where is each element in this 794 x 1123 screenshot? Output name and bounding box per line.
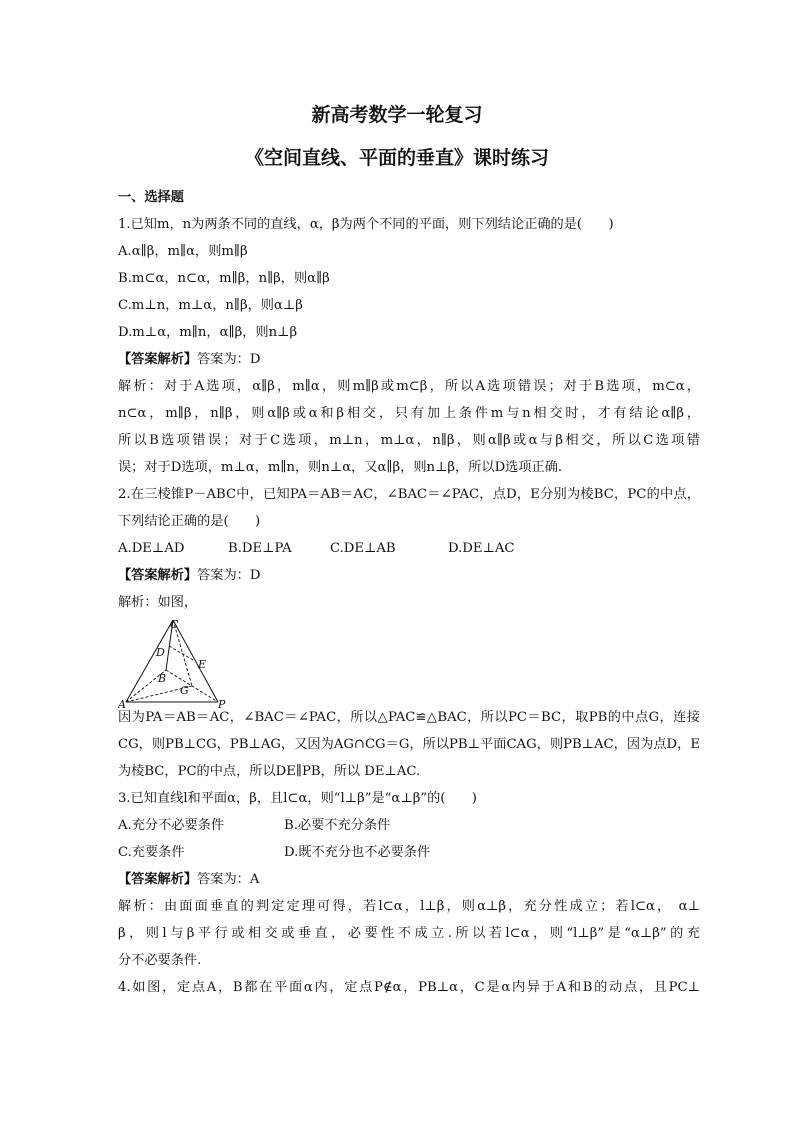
document-body — [118, 184, 700, 1001]
question-1 — [118, 211, 700, 481]
label-e: E — [198, 658, 207, 671]
analysis-line: 分不必要条件. — [118, 953, 202, 968]
question-stem: 2.在三棱锥P－ABC中，已知PA＝AB＝AC，∠BAC＝∠PAC，点D，E分别为棱BC，PC的中点， — [118, 487, 700, 502]
section-heading: 一、选择题 — [118, 190, 184, 205]
option-a: A.充分不必要条件 — [118, 818, 225, 833]
option-c: C.DE⊥AB — [330, 541, 396, 556]
answer-line — [118, 866, 700, 893]
options-row — [118, 535, 700, 562]
analysis-line: 解析：对于A选项，α∥β，m∥α，则m∥β或m⊂β，所以A选项错误；对于B选项，m⊂α， — [118, 379, 700, 394]
option-a: A.DE⊥AD — [118, 541, 185, 556]
label-g: G — [180, 684, 189, 697]
option-b: B.m⊂α，n⊂α，m∥β，n∥β，则α∥β — [118, 271, 330, 286]
answer-line — [118, 562, 700, 589]
answer-text: 答案为：A — [197, 872, 260, 887]
option-a: A.α∥β，m∥α，则m∥β — [118, 244, 248, 259]
answer-line — [118, 346, 700, 373]
page-subtitle: 《空间直线、平面的垂直》课时练习 — [244, 147, 549, 169]
options-row — [118, 839, 700, 866]
edge-ca — [126, 620, 173, 702]
analysis-line: β，则l与β平行或相交或垂直，必要性不成立.所以若l⊂α，则“l⊥β”是“α⊥β”的充 — [118, 926, 700, 941]
option-d: D.既不充分也不必要条件 — [284, 845, 431, 860]
analysis-line: 因为PA＝AB＝AC，∠BAC＝∠PAC，所以△PAC≌△BAC，所以PC＝BC，取PB的中点G，连接 — [118, 710, 700, 725]
answer-text: 答案为：D — [197, 352, 261, 367]
label-d: D — [156, 646, 165, 659]
label-a: A — [118, 698, 126, 708]
options-row — [118, 812, 700, 839]
tetrahedron-figure — [118, 616, 700, 708]
answer-tag: 【答案解析】 — [118, 568, 198, 583]
option-c: C.m⊥n，m⊥α，n∥β，则α⊥β — [118, 298, 303, 313]
question-stem: 1.已知m，n为两条不同的直线，α，β为两个不同的平面，则下列结论正确的是( ) — [118, 217, 614, 232]
answer-text: 答案为：D — [197, 568, 261, 583]
label-b: B — [158, 672, 167, 685]
analysis-line: n⊂α，m∥β，n∥β，则α∥β或α和β相交，只有加上条件m与n相交时，才有结论α∥β， — [118, 406, 700, 421]
analysis-line: CG，则PB⊥CG，PB⊥AG，又因为AG∩CG＝G，所以PB⊥平面CAG，则PB⊥AC，因为点D，E — [118, 737, 700, 752]
analysis-intro: 解析：如图， — [118, 595, 198, 610]
option-d: D.m⊥α，m∥n，α∥β，则n⊥β — [118, 325, 298, 340]
answer-tag: 【答案解析】 — [118, 352, 198, 367]
analysis-line: 为棱BC，PC的中点，所以DE∥PB，所以 DE⊥AC. — [118, 764, 421, 779]
option-b: B.必要不充分条件 — [284, 818, 391, 833]
question-4 — [118, 974, 700, 1001]
option-c: C.充要条件 — [118, 845, 185, 860]
question-stem: 4.如图，定点A，B都在平面α内，定点P∉α，PB⊥α，C是α内异于A和B的动点，且PC⊥ — [118, 980, 700, 995]
page-title: 新高考数学一轮复习 — [311, 104, 483, 126]
analysis-line: 所以B选项错误；对于C选项，m⊥n，m⊥α，n∥β，则α∥β或α与β相交，所以C选项错 — [118, 433, 700, 448]
option-d: D.DE⊥AC — [448, 541, 515, 556]
question-stem: 3.已知直线l和平面α，β，且l⊂α，则“l⊥β”是“α⊥β”的( ) — [118, 791, 477, 806]
label-p: P — [218, 698, 226, 708]
option-b: B.DE⊥PA — [228, 541, 292, 556]
question-2 — [118, 481, 700, 785]
analysis-line: 解析：由面面垂直的判定定理可得，若l⊂α，l⊥β，则α⊥β，充分性成立；若l⊂α， α⊥ — [118, 899, 700, 914]
label-c: C — [170, 618, 179, 631]
answer-tag: 【答案解析】 — [118, 872, 198, 887]
analysis-line: 误；对于D选项，m⊥α，m∥n，则n⊥α，又α∥β，则n⊥β，所以D选项正确. — [118, 460, 563, 475]
question-3 — [118, 785, 700, 974]
question-stem: 下列结论正确的是( ) — [118, 514, 261, 529]
tetrahedron-diagram — [118, 616, 238, 708]
